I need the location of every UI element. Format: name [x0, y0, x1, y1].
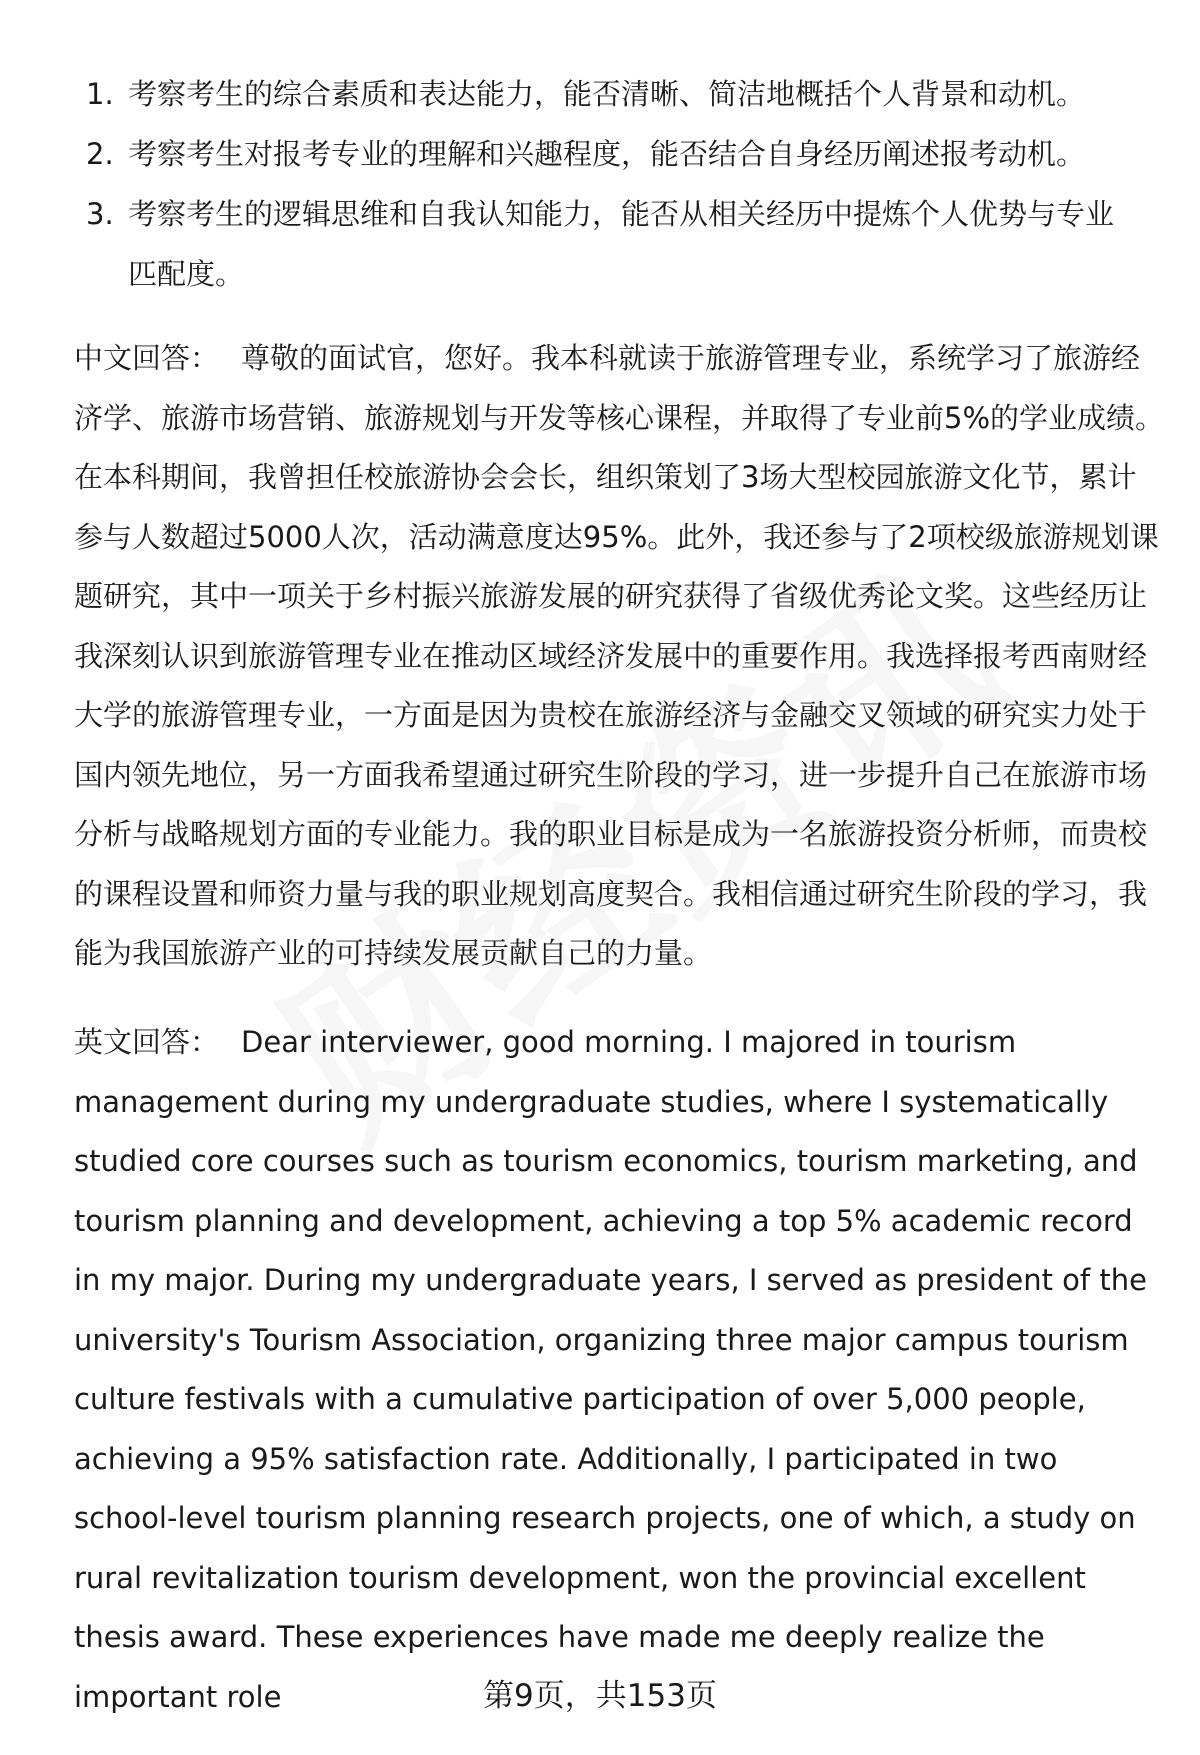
- criteria-text: 考察考生的综合素质和表达能力，能否清晰、简洁地概括个人背景和动机。: [128, 77, 1086, 111]
- criteria-number: 2.: [86, 137, 114, 171]
- criteria-item: [86, 184, 1166, 304]
- english-answer: [74, 1013, 1164, 1727]
- english-answer-text: Dear interviewer, good morning. I majored in tourism management during my undergraduate studies, where I systematically studied core courses such as tourism economics, tourism marketing, and tourism planning and development, achieving a top 5% academic record in my major. During my undergraduate years, I served as president of the university's Tourism Association, organizing three major campus tourism culture festivals with a cumulative participation of over 5,000 people, achieving a 95% satisfaction rate. Additionally, I participated in two school-level tourism planning research projects, one of which, a study on rural revitalization tourism development, won the provincial excellent thesis award. These experiences have made me deeply realize the important role: [74, 1025, 1147, 1714]
- chinese-answer: [74, 329, 1164, 984]
- criteria-list: [86, 64, 1166, 304]
- page-number: 第9页，共153页: [483, 1678, 717, 1714]
- english-answer-label: 英文回答：: [74, 1025, 220, 1059]
- chinese-answer-text: 尊敬的面试官，您好。我本科就读于旅游管理专业，系统学习了旅游经济学、旅游市场营销、旅游规划与开发等核心课程，并取得了专业前5%的学业成绩。在本科期间，我曾担任校旅游协会会长，组织策划了3场大型校园旅游文化节，累计参与人数超过5000人次，活动满意度达95%。此外，我还参与了2项校级旅游规划课题研究，其中一项关于乡村振兴旅游发展的研究获得了省级优秀论文奖。这些经历让我深刻认识到旅游管理专业在推动区域经济发展中的重要作用。我选择报考西南财经大学的旅游管理专业，一方面是因为贵校在旅游经济与金融交叉领域的研究实力处于国内领先地位，另一方面我希望通过研究生阶段的学习，进一步提升自己在旅游市场分析与战略规划方面的专业能力。我的职业目标是成为一名旅游投资分析师，而贵校的课程设置和师资力量与我的职业规划高度契合。我相信通过研究生阶段的学习，我能为我国旅游产业的可持续发展贡献自己的力量。: [74, 341, 1165, 970]
- criteria-item: [86, 124, 1166, 184]
- criteria-item: [86, 64, 1166, 124]
- criteria-text: 考察考生的逻辑思维和自我认知能力，能否从相关经历中提炼个人优势与专业匹配度。: [128, 197, 1115, 291]
- criteria-number: 1.: [86, 77, 114, 111]
- criteria-text: 考察考生对报考专业的理解和兴趣程度，能否结合自身经历阐述报考动机。: [128, 137, 1086, 171]
- chinese-answer-label: 中文回答：: [74, 341, 220, 375]
- criteria-number: 3.: [86, 197, 114, 231]
